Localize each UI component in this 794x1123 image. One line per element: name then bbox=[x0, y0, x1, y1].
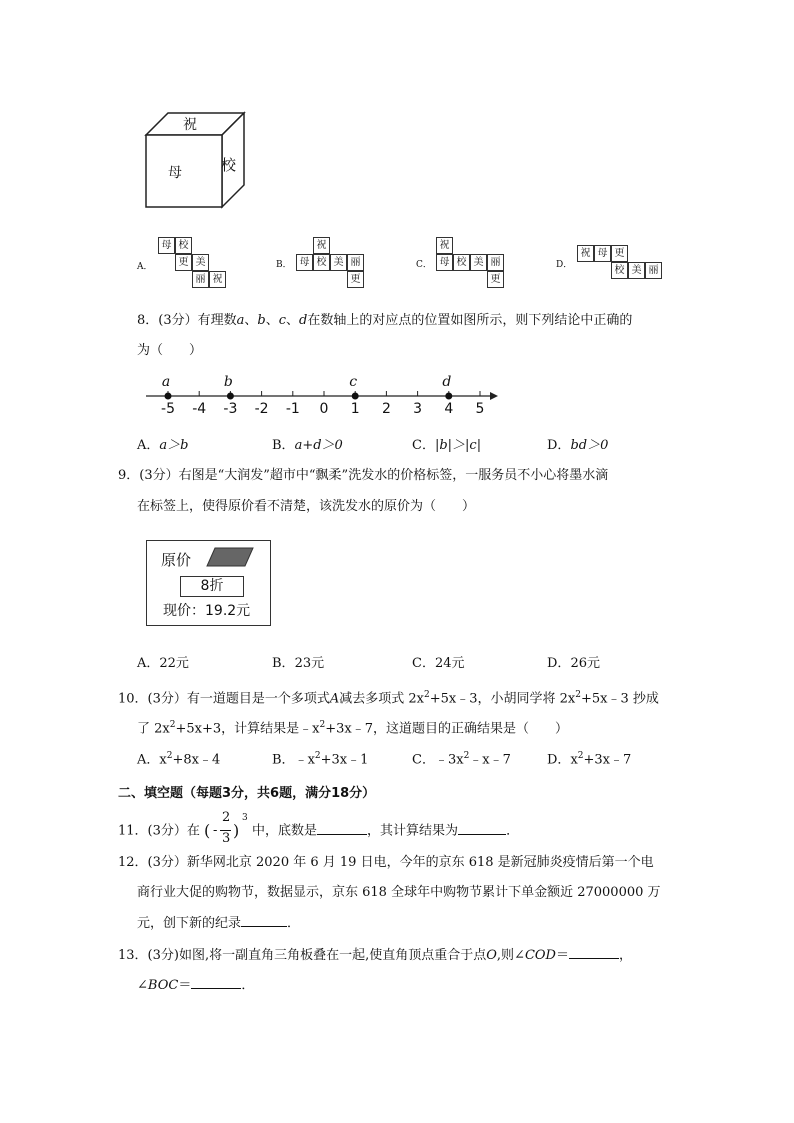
number-line-point-a bbox=[165, 393, 172, 400]
q10-option-b: B．$﹣x^2+3x﹣1$ bbox=[272, 751, 369, 768]
number-line-point-d bbox=[445, 393, 452, 400]
number-line-tick-label: 1 bbox=[350, 401, 360, 417]
net-c-cell-1: 祝 bbox=[436, 237, 453, 254]
number-line-tick-label: -2 bbox=[254, 401, 269, 417]
q11-blank-result[interactable] bbox=[458, 821, 506, 835]
number-line-figure bbox=[140, 370, 510, 420]
number-line-arrow bbox=[490, 392, 498, 400]
net-b-cell-4: 美 bbox=[330, 254, 347, 271]
net-b-cell-3: 校 bbox=[313, 254, 330, 271]
q13-blank-cod[interactable] bbox=[569, 945, 619, 959]
net-d-cell-4: 校 bbox=[611, 262, 628, 279]
net-a-cell-5: 丽 bbox=[192, 271, 209, 288]
q9-option-a: A．22元 bbox=[137, 656, 189, 671]
number-line-tick-label: -3 bbox=[223, 401, 238, 417]
q10-option-c: C．$﹣3x^2﹣x﹣7$ bbox=[412, 751, 511, 768]
net-option-d-label: D． bbox=[556, 260, 573, 270]
number-line-point-b bbox=[227, 393, 234, 400]
price-tag-discount-box bbox=[180, 576, 244, 597]
q9-stem-line1: 9．(3分）右图是“大润发”超市中“飘柔”洗发水的价格标签，一服务员不小心将墨水滴 bbox=[118, 468, 609, 483]
q13-blank-boc[interactable] bbox=[191, 975, 241, 989]
q10-option-d: D．$x^2+3x﹣7$ bbox=[547, 751, 632, 768]
q12-stem-line2: 商行业大促的购物节，数据显示，京东 618 全球年中购物节累计下单金额近 27000000 万 bbox=[137, 885, 661, 900]
q9-option-c: C．24元 bbox=[412, 656, 465, 671]
net-d-cell-3: 更 bbox=[611, 245, 628, 262]
q11-fraction-expr: ( - 2 3 ) 3 bbox=[204, 810, 248, 846]
number-line-point-c bbox=[352, 393, 359, 400]
q10-stem-line2: 了 $2x^2+5x+3$，计算结果是$﹣x^2+3x﹣7$，这道题目的正确结果是（ ） bbox=[137, 720, 568, 737]
q9-stem-line2: 在标签上，使得原价看不清楚，该洗发水的原价为（ ） bbox=[137, 499, 476, 514]
q10-option-a: A．$x^2+8x﹣4$ bbox=[137, 751, 221, 768]
net-c-cell-4: 美 bbox=[470, 254, 487, 271]
net-c-cell-2: 母 bbox=[436, 254, 453, 271]
number-line-point-label-c: c bbox=[349, 374, 358, 390]
number-line-tick-label: 4 bbox=[444, 401, 454, 417]
net-d-cell-2: 母 bbox=[594, 245, 611, 262]
q9-option-b: B．23元 bbox=[272, 656, 325, 671]
q13-stem-line2: ∠BOC＝ ． bbox=[137, 975, 254, 996]
net-d-cell-5: 美 bbox=[628, 262, 645, 279]
price-tag-original-label: 原价 bbox=[161, 551, 192, 569]
net-d-cell-1: 祝 bbox=[577, 245, 594, 262]
net-a-cell-2: 校 bbox=[175, 237, 192, 254]
q8-stem-line1: 8．(3分）有理数a、b、c、d在数轴上的对应点的位置如图所示，则下列结论中正确的 bbox=[137, 313, 633, 328]
net-option-a-label: A． bbox=[137, 262, 153, 272]
net-option-c-label: C． bbox=[416, 260, 432, 270]
cube-front-char: 母 bbox=[168, 165, 182, 181]
net-b-cell-2: 母 bbox=[296, 254, 313, 271]
q10-stem-line1: 10．(3分）有一道题目是一个多项式A减去多项式 $2x^2+5x﹣3$，小胡同学将 $2x^2+5x﹣3$ 抄成 bbox=[118, 690, 659, 707]
number-line-point-label-d: d bbox=[442, 374, 452, 390]
net-c-cell-6: 更 bbox=[487, 271, 504, 288]
number-line-tick-label: 3 bbox=[413, 401, 423, 417]
q11-blank-base[interactable] bbox=[317, 821, 367, 835]
net-b-cell-5: 丽 bbox=[347, 254, 364, 271]
cube-right-char: 校 bbox=[221, 156, 237, 174]
number-line-tick-label: 0 bbox=[319, 401, 329, 417]
q12-stem-line3: 元，创下新的纪录 ． bbox=[137, 913, 300, 934]
number-line-tick-label: 5 bbox=[475, 401, 485, 417]
q13-stem-line1: 13．(3分)如图,将一副直角三角板叠在一起,使直角顶点重合于点O,则∠COD＝ ， bbox=[118, 945, 632, 966]
ink-blot-shape bbox=[205, 547, 255, 567]
q12-stem-line1: 12．(3分）新华网北京 2020 年 6 月 19 日电，今年的京东 618 是新冠肺炎疫情后第一个电 bbox=[118, 855, 654, 870]
number-line-tick-label: -5 bbox=[161, 401, 175, 417]
q8-option-a: A．a＞b bbox=[137, 438, 189, 453]
number-line-tick-label: -4 bbox=[192, 401, 207, 417]
price-tag-current: 现价：19.2元 bbox=[163, 603, 251, 619]
price-tag-discount: 8折 bbox=[200, 578, 224, 594]
section-heading: 二、填空题（每题3分，共6题，满分18分） bbox=[118, 786, 376, 801]
q11-stem: 11．(3分）在 ( - 2 3 ) 3 中，底数是 ，其计算结果为 ． bbox=[118, 810, 520, 846]
q9-option-d: D．26元 bbox=[547, 656, 600, 671]
net-a-cell-1: 母 bbox=[158, 237, 175, 254]
number-line-point-label-a: a bbox=[161, 374, 171, 390]
net-b-cell-6: 更 bbox=[347, 271, 364, 288]
q8-option-c: C．|b|＞|c| bbox=[412, 438, 482, 453]
net-a-cell-3: 更 bbox=[175, 254, 192, 271]
net-c-cell-3: 校 bbox=[453, 254, 470, 271]
net-a-cell-4: 美 bbox=[192, 254, 209, 271]
number-line-tick-label: -1 bbox=[285, 401, 300, 417]
net-d-cell-6: 丽 bbox=[645, 262, 662, 279]
price-tag bbox=[146, 540, 271, 626]
net-b-cell-1: 祝 bbox=[313, 237, 330, 254]
q8-option-d: D．bd＞0 bbox=[547, 438, 609, 453]
net-c-cell-5: 丽 bbox=[487, 254, 504, 271]
q8-option-b: B．a+d＞0 bbox=[272, 438, 343, 453]
number-line-point-label-b: b bbox=[223, 374, 233, 390]
number-line-tick-label: 2 bbox=[381, 401, 391, 417]
net-a-cell-6: 祝 bbox=[209, 271, 226, 288]
cube-top-char: 祝 bbox=[183, 117, 197, 133]
q8-stem-line2: 为（ ） bbox=[137, 343, 203, 358]
net-option-b-label: B． bbox=[276, 260, 292, 270]
q12-blank[interactable] bbox=[241, 913, 287, 927]
